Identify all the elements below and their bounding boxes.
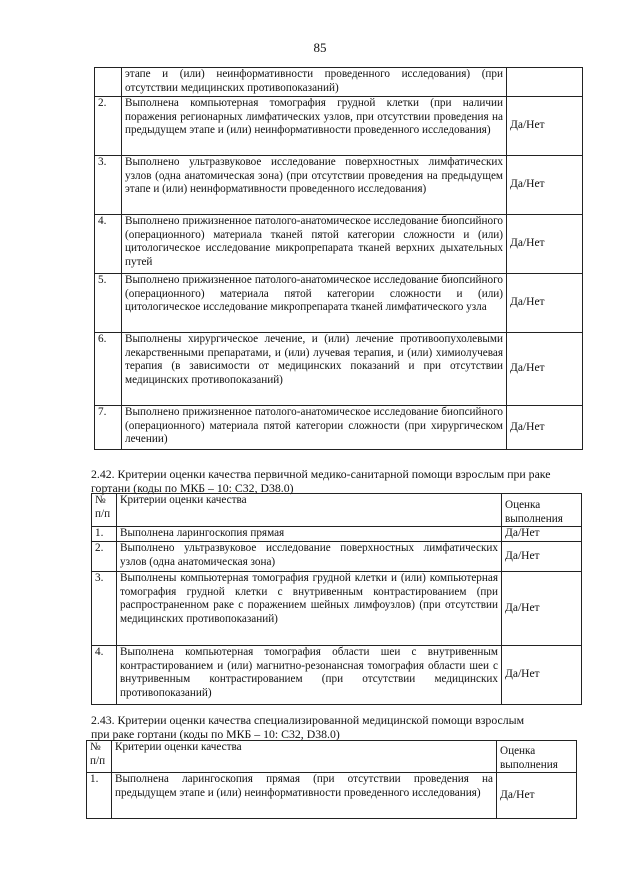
criteria-table-continuation [94,67,583,450]
evaluation-cell: Да/Нет [507,274,583,333]
page-number: 85 [313,40,327,55]
table-row [95,333,583,406]
row-number: 2. [92,542,117,572]
evaluation-cell [507,68,583,97]
criteria-table-2-43 [86,740,577,819]
criterion-text: Выполнена ларингоскопия прямая [117,527,502,542]
column-header-criteria: Критерии оценки качества [112,741,497,773]
criterion-text: Выполнены хирургическое лечение, и (или) лечение противоопухолевыми лекарственными препаратами, и (или) лучевая терапия, и (или) химиолучевая терапия (в зависимости от медицинских показаний и при отсутствии медицинских противопоказаний) [122,333,507,406]
table-header-row [87,741,577,773]
table-header-row [92,494,582,527]
row-number: 1. [87,773,112,819]
table-row [87,773,577,819]
column-header-number: № п/п [87,741,112,773]
criterion-text: этапе и (или) неинформативности проведенного исследования) (при отсутствии медицинских противопоказаний) [122,68,507,97]
evaluation-cell: Да/Нет [497,773,577,819]
column-header-criteria: Критерии оценки качества [117,494,502,527]
column-header-number: № п/п [92,494,117,527]
row-number [95,68,122,97]
section-title-2-43: 2.43. Критерии оценки качества специализированной медицинской помощи взрослым при раке гортани (коды по МКБ – 10: С32, D38.0) [91,713,525,741]
criterion-text: Выполнена компьютерная томография грудной клетки (при наличии поражения регионарных лимфатических узлов, при отсутствии проведения на предыдущем этапе и (или) неинформативности проведенного исследования) [122,97,507,156]
table-row [95,274,583,333]
evaluation-cell: Да/Нет [502,572,582,646]
table-row [95,68,583,97]
criterion-text: Выполнено ультразвуковое исследование поверхностных лимфатических узлов (одна анатомическая зона) (при отсутствии проведения на предыдущем этапе и (или) неинформативности проведенного исследования) [122,156,507,215]
table-row [95,406,583,450]
table-row [92,572,582,646]
row-number: 6. [95,333,122,406]
column-header-evaluation: Оценка выполнения [502,494,582,527]
row-number: 3. [92,572,117,646]
criterion-text: Выполнена компьютерная томография области шеи с внутривенным контрастированием и (или) магнитно-резонансная томография области шеи с внутривенным контрастированием (при отсутствии медицинских противопоказаний) [117,646,502,705]
table-row [95,156,583,215]
evaluation-cell: Да/Нет [502,542,582,572]
evaluation-cell: Да/Нет [507,215,583,274]
section-title-2-42: 2.42. Критерии оценки качества первичной медико-санитарной помощи взрослым при раке гортани (коды по МКБ – 10: С32, D38.0) [91,467,551,495]
criterion-text: Выполнено прижизненное патолого-анатомическое исследование биопсийного (операционного) материала пятой категории сложности и (или) цитологическое исследование микропрепарата тканей лимфатического узла [122,274,507,333]
evaluation-cell: Да/Нет [507,406,583,450]
evaluation-cell: Да/Нет [507,156,583,215]
table-row [92,527,582,542]
row-number: 4. [92,646,117,705]
table-row [95,215,583,274]
row-number: 4. [95,215,122,274]
evaluation-cell: Да/Нет [507,97,583,156]
evaluation-cell: Да/Нет [502,527,582,542]
row-number: 2. [95,97,122,156]
criterion-text: Выполнено прижизненное патолого-анатомическое исследование биопсийного (операционного) материала пятой категории сложности (при хирургическом лечении) [122,406,507,450]
criterion-text: Выполнены компьютерная томография грудной клетки и (или) компьютерная томография грудной клетки с внутривенным контрастированием (при распространенном раке с поражением шейных лимфоузлов) (при отсутствии медицинских противопоказаний) [117,572,502,646]
table-row [92,646,582,705]
row-number: 3. [95,156,122,215]
row-number: 7. [95,406,122,450]
evaluation-cell: Да/Нет [502,646,582,705]
column-header-evaluation: Оценка выполнения [497,741,577,773]
criterion-text: Выполнено прижизненное патолого-анатомическое исследование биопсийного (операционного) материала тканей пятой категории сложности и (или) цитологическое исследование микропрепарата тканей верхних дыхательных путей [122,215,507,274]
table-row [95,97,583,156]
criteria-table-2-42 [91,493,582,705]
table-row [92,542,582,572]
row-number: 5. [95,274,122,333]
row-number: 1. [92,527,117,542]
evaluation-cell: Да/Нет [507,333,583,406]
criterion-text: Выполнена ларингоскопия прямая (при отсутствии проведения на предыдущем этапе и (или) неинформативности проведенного исследования) [112,773,497,819]
criterion-text: Выполнено ультразвуковое исследование поверхностных лимфатических узлов (одна анатомическая зона) [117,542,502,572]
